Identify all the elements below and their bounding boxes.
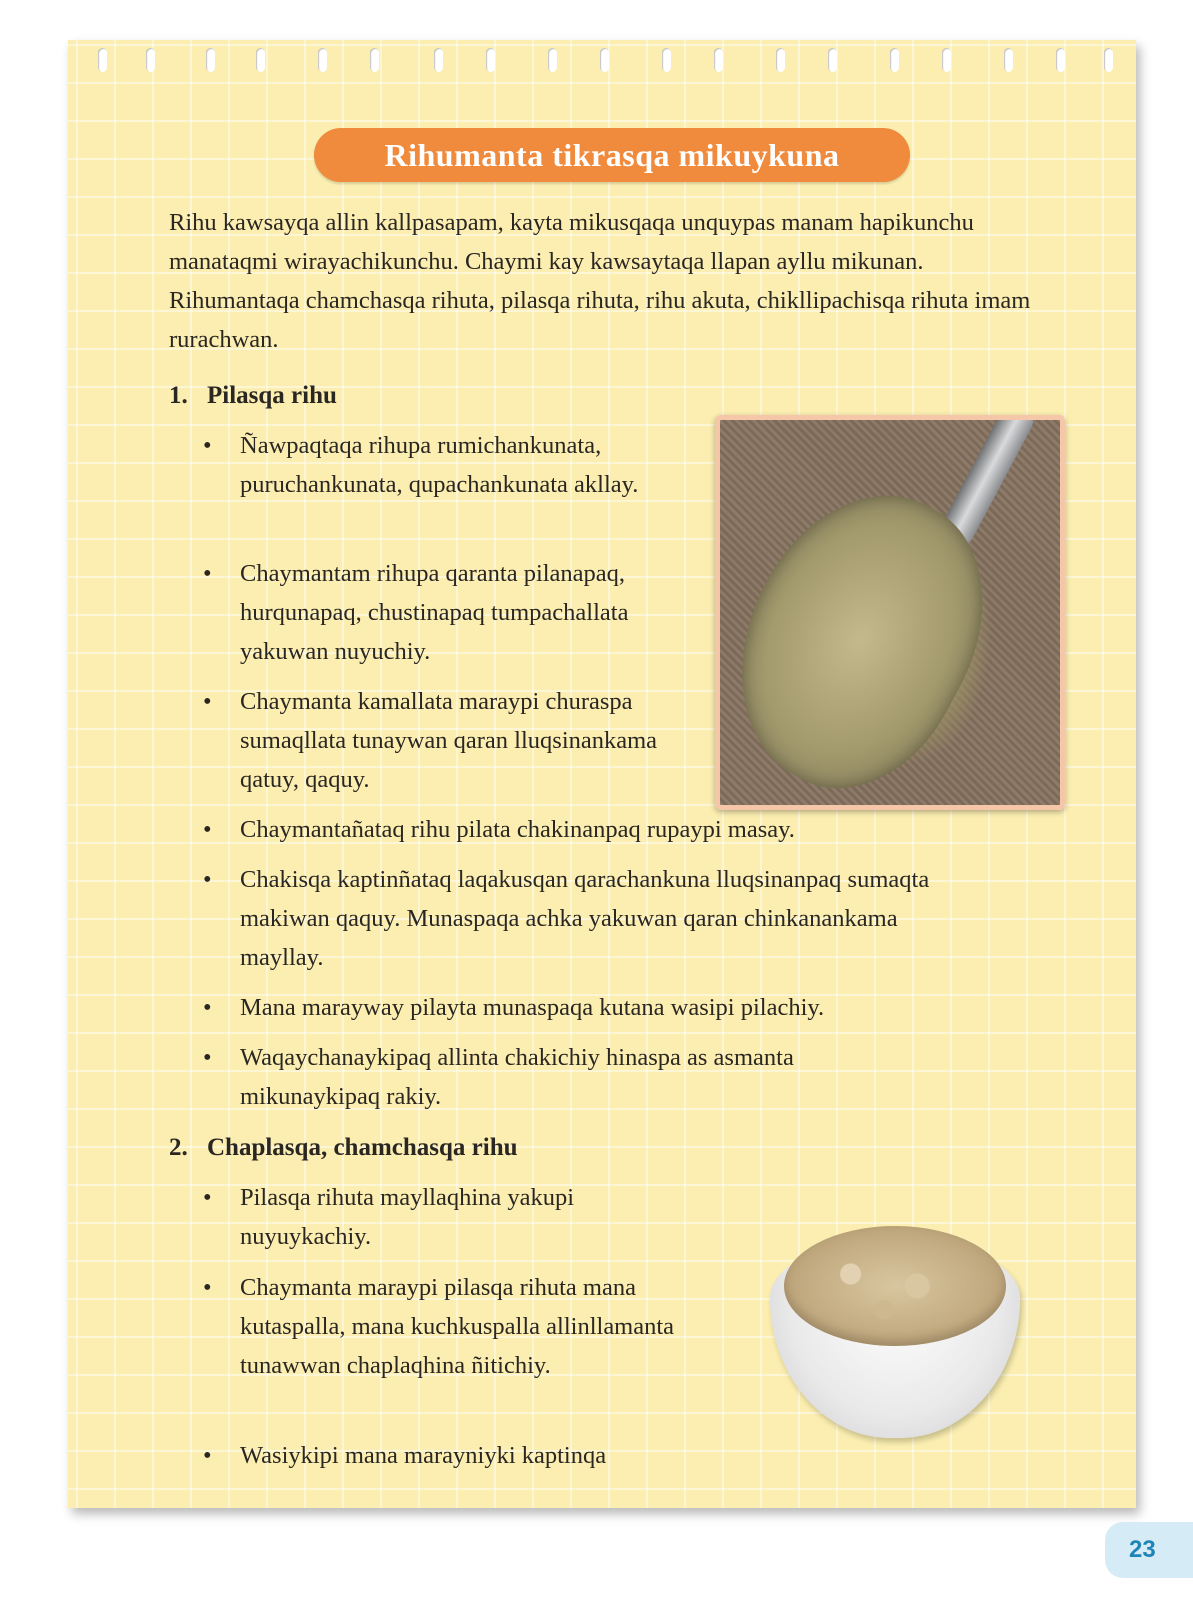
section-number: 2. — [169, 1134, 188, 1161]
binding-hole — [600, 48, 609, 72]
list-item: • Chaymanta maraypi pilasqa rihuta mana kutaspalla, mana kuchkuspalla allinllamanta tunawwan chaplaqhina ñitichiy. — [240, 1268, 690, 1385]
binding-hole — [370, 48, 379, 72]
binding-hole — [206, 48, 215, 72]
binding-hole — [486, 48, 495, 72]
list-item: • Chaymantam rihupa qaranta pilanapaq, hurqunapaq, chustinapaq tumpachallata yakuwan nuyuchiy. — [240, 554, 690, 671]
section-title: Chaplasqa, chamchasqa rihu — [207, 1134, 518, 1161]
list-item: • Chaymantañataq rihu pilata chakinanpaq rupaypi masay. — [240, 810, 1040, 849]
spiral-holes — [68, 48, 1136, 78]
section-heading — [169, 376, 337, 415]
binding-hole — [256, 48, 265, 72]
page-number: 23 — [1105, 1522, 1193, 1578]
binding-hole — [776, 48, 785, 72]
binding-hole — [548, 48, 557, 72]
list-item: • Chaymanta kamallata maraypi churaspa sumaqllata tunaywan qaran lluqsinankama qatuy, qaquy. — [240, 682, 690, 799]
list-item: • Ñawpaqtaqa rihupa rumichankunata, puruchankunata, qupachankunata akllay. — [240, 426, 690, 504]
binding-hole — [146, 48, 155, 72]
binding-hole — [714, 48, 723, 72]
binding-hole — [662, 48, 671, 72]
binding-hole — [434, 48, 443, 72]
oat-flakes-bowl-photo — [770, 1218, 1020, 1438]
list-item: • Waqaychanaykipaq allinta chakichiy hinaspa as asmanta mikunaykipaq rakiy. — [240, 1038, 930, 1116]
barley-scoop-photo — [715, 415, 1065, 810]
section-heading — [169, 1128, 518, 1167]
list-item: • Pilasqa rihuta mayllaqhina yakupi nuyuykachiy. — [240, 1178, 660, 1256]
intro-paragraph: Rihu kawsayqa allin kallpasapam, kayta mikusqaqa unquypas manam hapikunchu manataqmi wirayachikunchu. Chaymi kay kawsaytaqa llapan ayllu mikunan. Rihumantaqa chamchasqa rihuta, pilasqa rihuta, rihu akuta, chikllipachisqa rihuta imam rurachwan. — [169, 209, 1031, 353]
binding-hole — [828, 48, 837, 72]
binding-hole — [942, 48, 951, 72]
binding-hole — [890, 48, 899, 72]
binding-hole — [1004, 48, 1013, 72]
binding-hole — [1104, 48, 1113, 72]
list-item: • Mana marayway pilayta munaspaqa kutana wasipi pilachiy. — [240, 988, 1040, 1027]
page-title: Rihumanta tikrasqa mikuykuna — [314, 128, 910, 182]
binding-hole — [98, 48, 107, 72]
list-item: • Chakisqa kaptinñataq laqakusqan qarachankuna lluqsinanpaq sumaqta makiwan qaquy. Munaspaqa achka yakuwan qaran chinkanankama mayllay. — [240, 860, 980, 977]
binding-hole — [1056, 48, 1065, 72]
oat-flakes — [784, 1226, 1006, 1346]
section-number: 1. — [169, 382, 188, 409]
section-title: Pilasqa rihu — [207, 382, 337, 409]
list-item: • Wasiykipi mana marayniyki kaptinqa — [240, 1436, 700, 1475]
binding-hole — [318, 48, 327, 72]
